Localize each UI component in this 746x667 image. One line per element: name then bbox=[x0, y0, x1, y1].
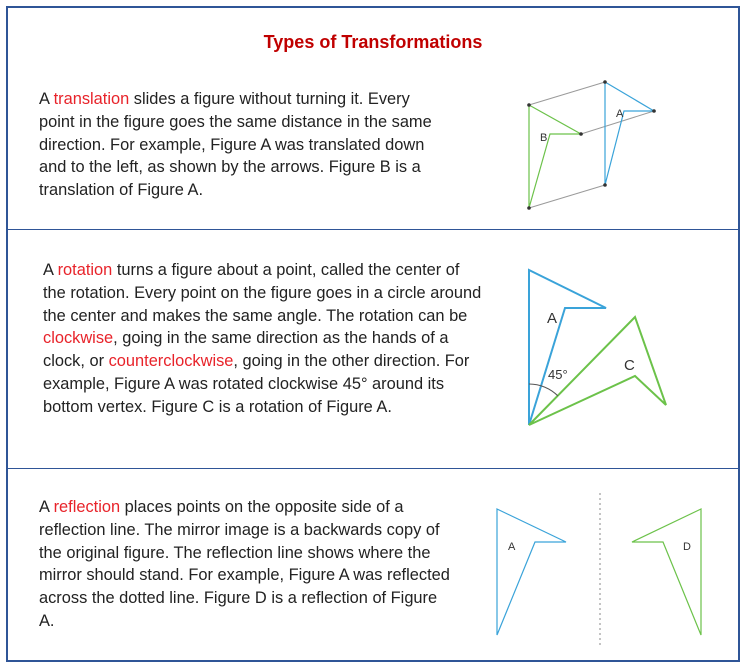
translation-label-a: A bbox=[616, 108, 624, 120]
rotation-label-a: A bbox=[547, 310, 558, 327]
translation-text: A translation slides a figure without turning it. Every point in the figure goes the same distance in the same direction. For example, Figure A was translated down and to the left, as shown by the arrows. Figure B is a translation of Figure A. bbox=[39, 90, 432, 200]
translation-arrow-top bbox=[529, 82, 605, 105]
translation-figure-b bbox=[529, 105, 581, 208]
clockwise-keyword: clockwise bbox=[43, 329, 114, 348]
page-title: Types of Transformations bbox=[263, 32, 483, 52]
translation-figure bbox=[518, 73, 668, 213]
transformations-panel bbox=[6, 6, 740, 662]
reflection-label-a: A bbox=[508, 541, 516, 553]
reflection-figure bbox=[488, 488, 718, 648]
reflection-label-d: D bbox=[683, 541, 691, 553]
translation-label-b: B bbox=[540, 132, 548, 144]
rotation-angle-arc bbox=[529, 384, 558, 396]
counterclockwise-keyword: counterclockwise bbox=[108, 352, 234, 371]
reflection-figure-d bbox=[632, 509, 701, 635]
rotation-angle-label: 45° bbox=[548, 367, 568, 382]
rotation-figure bbox=[518, 264, 688, 434]
rotation-text: A rotation turns a figure about a point, called the center of the rotation. Every point on the figure goes in a circle around the center and makes the same angle. The rotation can be clockwise, going in the same direction as the hands of a clock, or counterclockwise, going in the other direction. For example, Figure A was rotated clockwise 45° around its bottom vertex. Figure C is a rotation of Figure A. bbox=[43, 261, 482, 416]
translation-arrow-bottom bbox=[529, 185, 605, 208]
section-divider-1 bbox=[8, 229, 738, 230]
rotation-label-c: C bbox=[624, 357, 635, 374]
reflection-keyword: reflection bbox=[53, 498, 121, 516]
translation-figure-a bbox=[605, 82, 654, 185]
reflection-text: A reflection places points on the opposite side of a reflection line. The mirror image is a backwards copy of the original figure. The reflection line shows where the mirror should stand. For example, Figure A was reflected across the dotted line. Figure D is a reflection of Figure A. bbox=[39, 498, 450, 630]
section-divider-2 bbox=[8, 468, 738, 469]
rotation-keyword: rotation bbox=[57, 261, 113, 279]
rotation-figure-a bbox=[529, 270, 606, 425]
reflection-figure-a bbox=[497, 509, 566, 635]
translation-keyword: translation bbox=[53, 90, 130, 108]
